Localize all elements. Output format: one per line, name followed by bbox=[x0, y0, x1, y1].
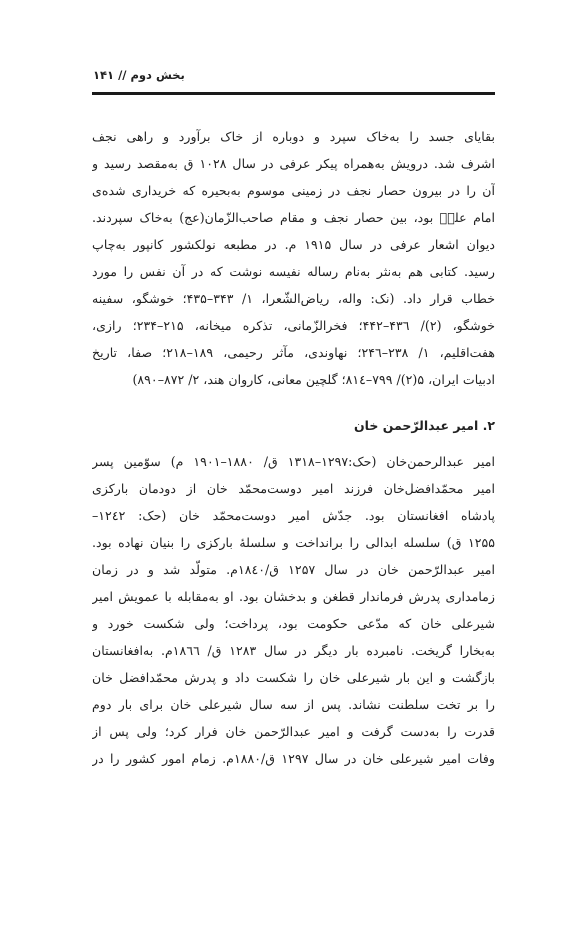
text-line: هفت‌اقلیم، ۱/ ۲۳۸–۲۴٦؛ نهاوندی، مآثر رحیمی، ۱۸۹–۲۱۸؛ صفا، تاریخ bbox=[92, 345, 495, 360]
text-line: رسید. کتابی هم به‌نثر به‌نام رساله نفیسه نوشت که در آن نفس را مورد bbox=[92, 264, 495, 279]
text-line: امیر محمّدافضل‌خان فرزند امیر دوست‌محمّد خان از دودمان بارکزی bbox=[92, 481, 495, 496]
text-line: امیر عبدالرحمن‌خان (حک:۱۲۹۷–۱۳۱۸ ق/ ۱۸۸۰–۱۹۰۱ م) سوّمین پسر bbox=[92, 454, 495, 469]
text-line: خوشگو، (۲)/ ۴۳٦–۴۴۲؛ فخرالزّمانی، تذکره میخانه، ۲۱۵–۲۳۴؛ رازی، bbox=[92, 318, 495, 333]
text-line: به‌بخارا گریخت. نامبرده بار دیگر در سال ۱۲۸۳ ق/ ۱۸٦٦م. به‌افغانستان bbox=[92, 643, 495, 658]
text-line: بازگشت و این بار شیرعلی خان را شکست داد و پدرش محمّدافضل خان bbox=[92, 670, 495, 685]
text-line: خطاب قرار داد. (نک: واله، ریاض‌الشّعرا، ۱/ ۳۴۳–۴۳۵؛ خوشگو، سفینه bbox=[92, 291, 495, 306]
text-line: شیرعلی خان که مدّعی حکومت بود، پرداخت؛ ولی شکست خورد و bbox=[92, 616, 495, 631]
text-line: زمامداری پدرش فرماندار قطغن و بدخشان بود. او به‌مقابله با عمویش امیر bbox=[92, 589, 495, 604]
text-line: قدرت را به‌دست گرفت و امیر عبدالرّحمن خان فرار کرد؛ ولی پس از bbox=[92, 724, 495, 739]
text-line: بقایای جسد را به‌خاک سپرد و دوباره از خاک برآورد و راهی نجف bbox=[92, 129, 495, 144]
text-line: امام علیؑ بود، بین حصار نجف و مقام صاحب‌الزّمان(عج) به‌خاک سپردند. bbox=[92, 210, 495, 225]
running-header: بخش دوم // ۱۴۱ bbox=[93, 68, 185, 82]
text-line: پادشاه افغانستان بود. جدّش امیر دوست‌محمّد خان (حک: ۱۲٤۲– bbox=[92, 508, 495, 523]
text-line: را بر تخت سلطنت نشاند. پس از سه سال شیرعلی خان برای بار دوم bbox=[92, 697, 495, 712]
text-line: اشرف شد. درویش به‌همراه پیکر عرفی در سال ۱۰۲۸ ق به‌مقصد رسید و bbox=[92, 156, 495, 171]
paragraph-1 bbox=[92, 123, 495, 393]
text-line: دیوان اشعار عرفی در سال ۱۹۱۵ م. در مطبعه نولکشور کانپور به‌چاپ bbox=[92, 237, 495, 252]
text-line: آن را در بیرون حصار نجف در زمینی موسوم به‌بحیره که خریداری شده‌ی bbox=[92, 183, 495, 198]
paragraph-2 bbox=[92, 448, 495, 772]
header-divider bbox=[92, 92, 495, 95]
text-line: وفات امیر شیرعلی خان در سال ۱۲۹۷ ق/۱۸۸۰م. زمام امور کشور را در bbox=[92, 751, 495, 766]
text-line: ۱۲۵۵ ق) سلسله ابدالی را برانداخت و سلسلهٔ بارکزی را بنیان نهاده بود. bbox=[92, 535, 495, 550]
text-line: ادبیات ایران، ۵(۲)/ ۷۹۹–۸۱٤؛ گلچین معانی، کاروان هند، ۲/ ۸۷۲–۸۹۰) bbox=[132, 372, 495, 387]
section-heading: ۲. امیر عبدالرّحمن خان bbox=[354, 418, 495, 433]
text-line: امیر عبدالرّحمن خان در سال ۱۲۵۷ ق/۱۸٤۰م. متولّد شد و در زمان bbox=[92, 562, 495, 577]
